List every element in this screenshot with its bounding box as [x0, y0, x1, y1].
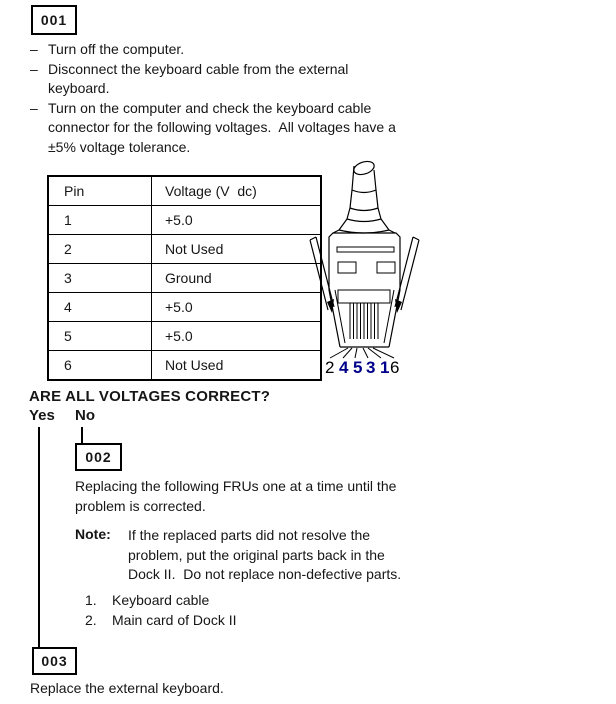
step-002-label: 002	[85, 449, 112, 465]
table-row	[48, 293, 321, 322]
list-item	[85, 591, 237, 611]
step-003-body: Replace the external keyboard.	[30, 680, 224, 696]
voltage-cell: Ground	[152, 264, 322, 293]
note-text: problem, put the original parts back in the	[128, 546, 385, 563]
fru-name: Main card of Dock II	[112, 611, 237, 628]
table-row	[48, 351, 321, 381]
pin-label-3: 3	[366, 358, 376, 377]
list-number: 1.	[85, 592, 97, 608]
list-item	[85, 611, 237, 631]
step-003-label: 003	[41, 653, 68, 669]
instruction-text: keyboard.	[48, 80, 110, 96]
pin-column-header: Pin	[48, 176, 152, 206]
table-row	[48, 322, 321, 351]
voltage-cell: Not Used	[152, 351, 322, 381]
keyboard-connector-diagram	[305, 152, 465, 380]
voltage-column-header: Voltage (V dc)	[152, 176, 322, 206]
pin-cell: 5	[48, 322, 152, 351]
table-row	[48, 264, 321, 293]
pin-label-4: 4	[339, 358, 349, 377]
table-row	[48, 206, 321, 235]
connector-window-right	[377, 262, 395, 273]
step-001-box	[31, 5, 77, 35]
note-label: Note:	[75, 526, 111, 542]
pin-label-2: 2	[325, 358, 335, 377]
pin-cell: 3	[48, 264, 152, 293]
note-text: Dock II. Do not replace non-defective parts.	[128, 566, 402, 582]
pin-voltage-table	[47, 175, 322, 381]
pin-cell: 4	[48, 293, 152, 322]
step-002-box	[75, 443, 122, 471]
dash-marker: –	[30, 99, 38, 116]
body-text: Replacing the following FRUs one at a time until the	[75, 478, 397, 494]
voltage-cell: +5.0	[152, 293, 322, 322]
pin-cell: 2	[48, 235, 152, 264]
list-item	[30, 99, 500, 158]
instruction-text: connector for the following voltages. All voltages have a	[48, 119, 396, 135]
connector-window-left	[338, 262, 356, 273]
pin-label-1: 1	[380, 358, 390, 377]
list-number: 2.	[85, 611, 97, 628]
voltage-cell: +5.0	[152, 206, 322, 235]
dash-marker: –	[30, 41, 38, 57]
fru-name: Keyboard cable	[112, 592, 210, 608]
instruction-text: Turn off the computer.	[48, 41, 185, 57]
step-001-label: 001	[40, 12, 68, 28]
dash-marker: –	[30, 60, 38, 77]
step-003-box	[32, 647, 77, 675]
pin-pointer-lines	[330, 348, 394, 358]
voltage-cell: Not Used	[152, 235, 322, 264]
connector-slot	[337, 247, 394, 252]
instruction-text: ±5% voltage tolerance.	[48, 138, 191, 155]
table-row	[48, 235, 321, 264]
voltage-cell: +5.0	[152, 322, 322, 351]
pin-label-6: 6	[390, 358, 400, 377]
list-item	[30, 60, 500, 99]
instruction-list	[30, 40, 500, 157]
pin-block	[338, 290, 390, 303]
pin-cell: 6	[48, 351, 152, 381]
body-text: problem is corrected.	[75, 497, 206, 514]
connector-pins	[350, 303, 378, 339]
yes-branch-line	[38, 427, 40, 647]
pin-label-5: 5	[353, 358, 363, 377]
yes-branch-label: Yes	[29, 407, 55, 424]
step-002-body	[75, 477, 396, 516]
no-branch-label: No	[75, 407, 95, 424]
instruction-text: Disconnect the keyboard cable from the external	[48, 60, 349, 77]
table-header-row	[48, 176, 321, 206]
fru-list	[85, 591, 237, 630]
instruction-text: Turn on the computer and check the keyboard cable	[48, 99, 372, 116]
cable-end-icon	[352, 159, 376, 177]
note-block	[75, 526, 401, 585]
pin-cell: 1	[48, 206, 152, 235]
no-branch-line	[81, 427, 83, 443]
question-heading: ARE ALL VOLTAGES CORRECT?	[29, 388, 271, 405]
note-text: If the replaced parts did not resolve the	[128, 527, 371, 543]
list-item	[30, 40, 500, 60]
